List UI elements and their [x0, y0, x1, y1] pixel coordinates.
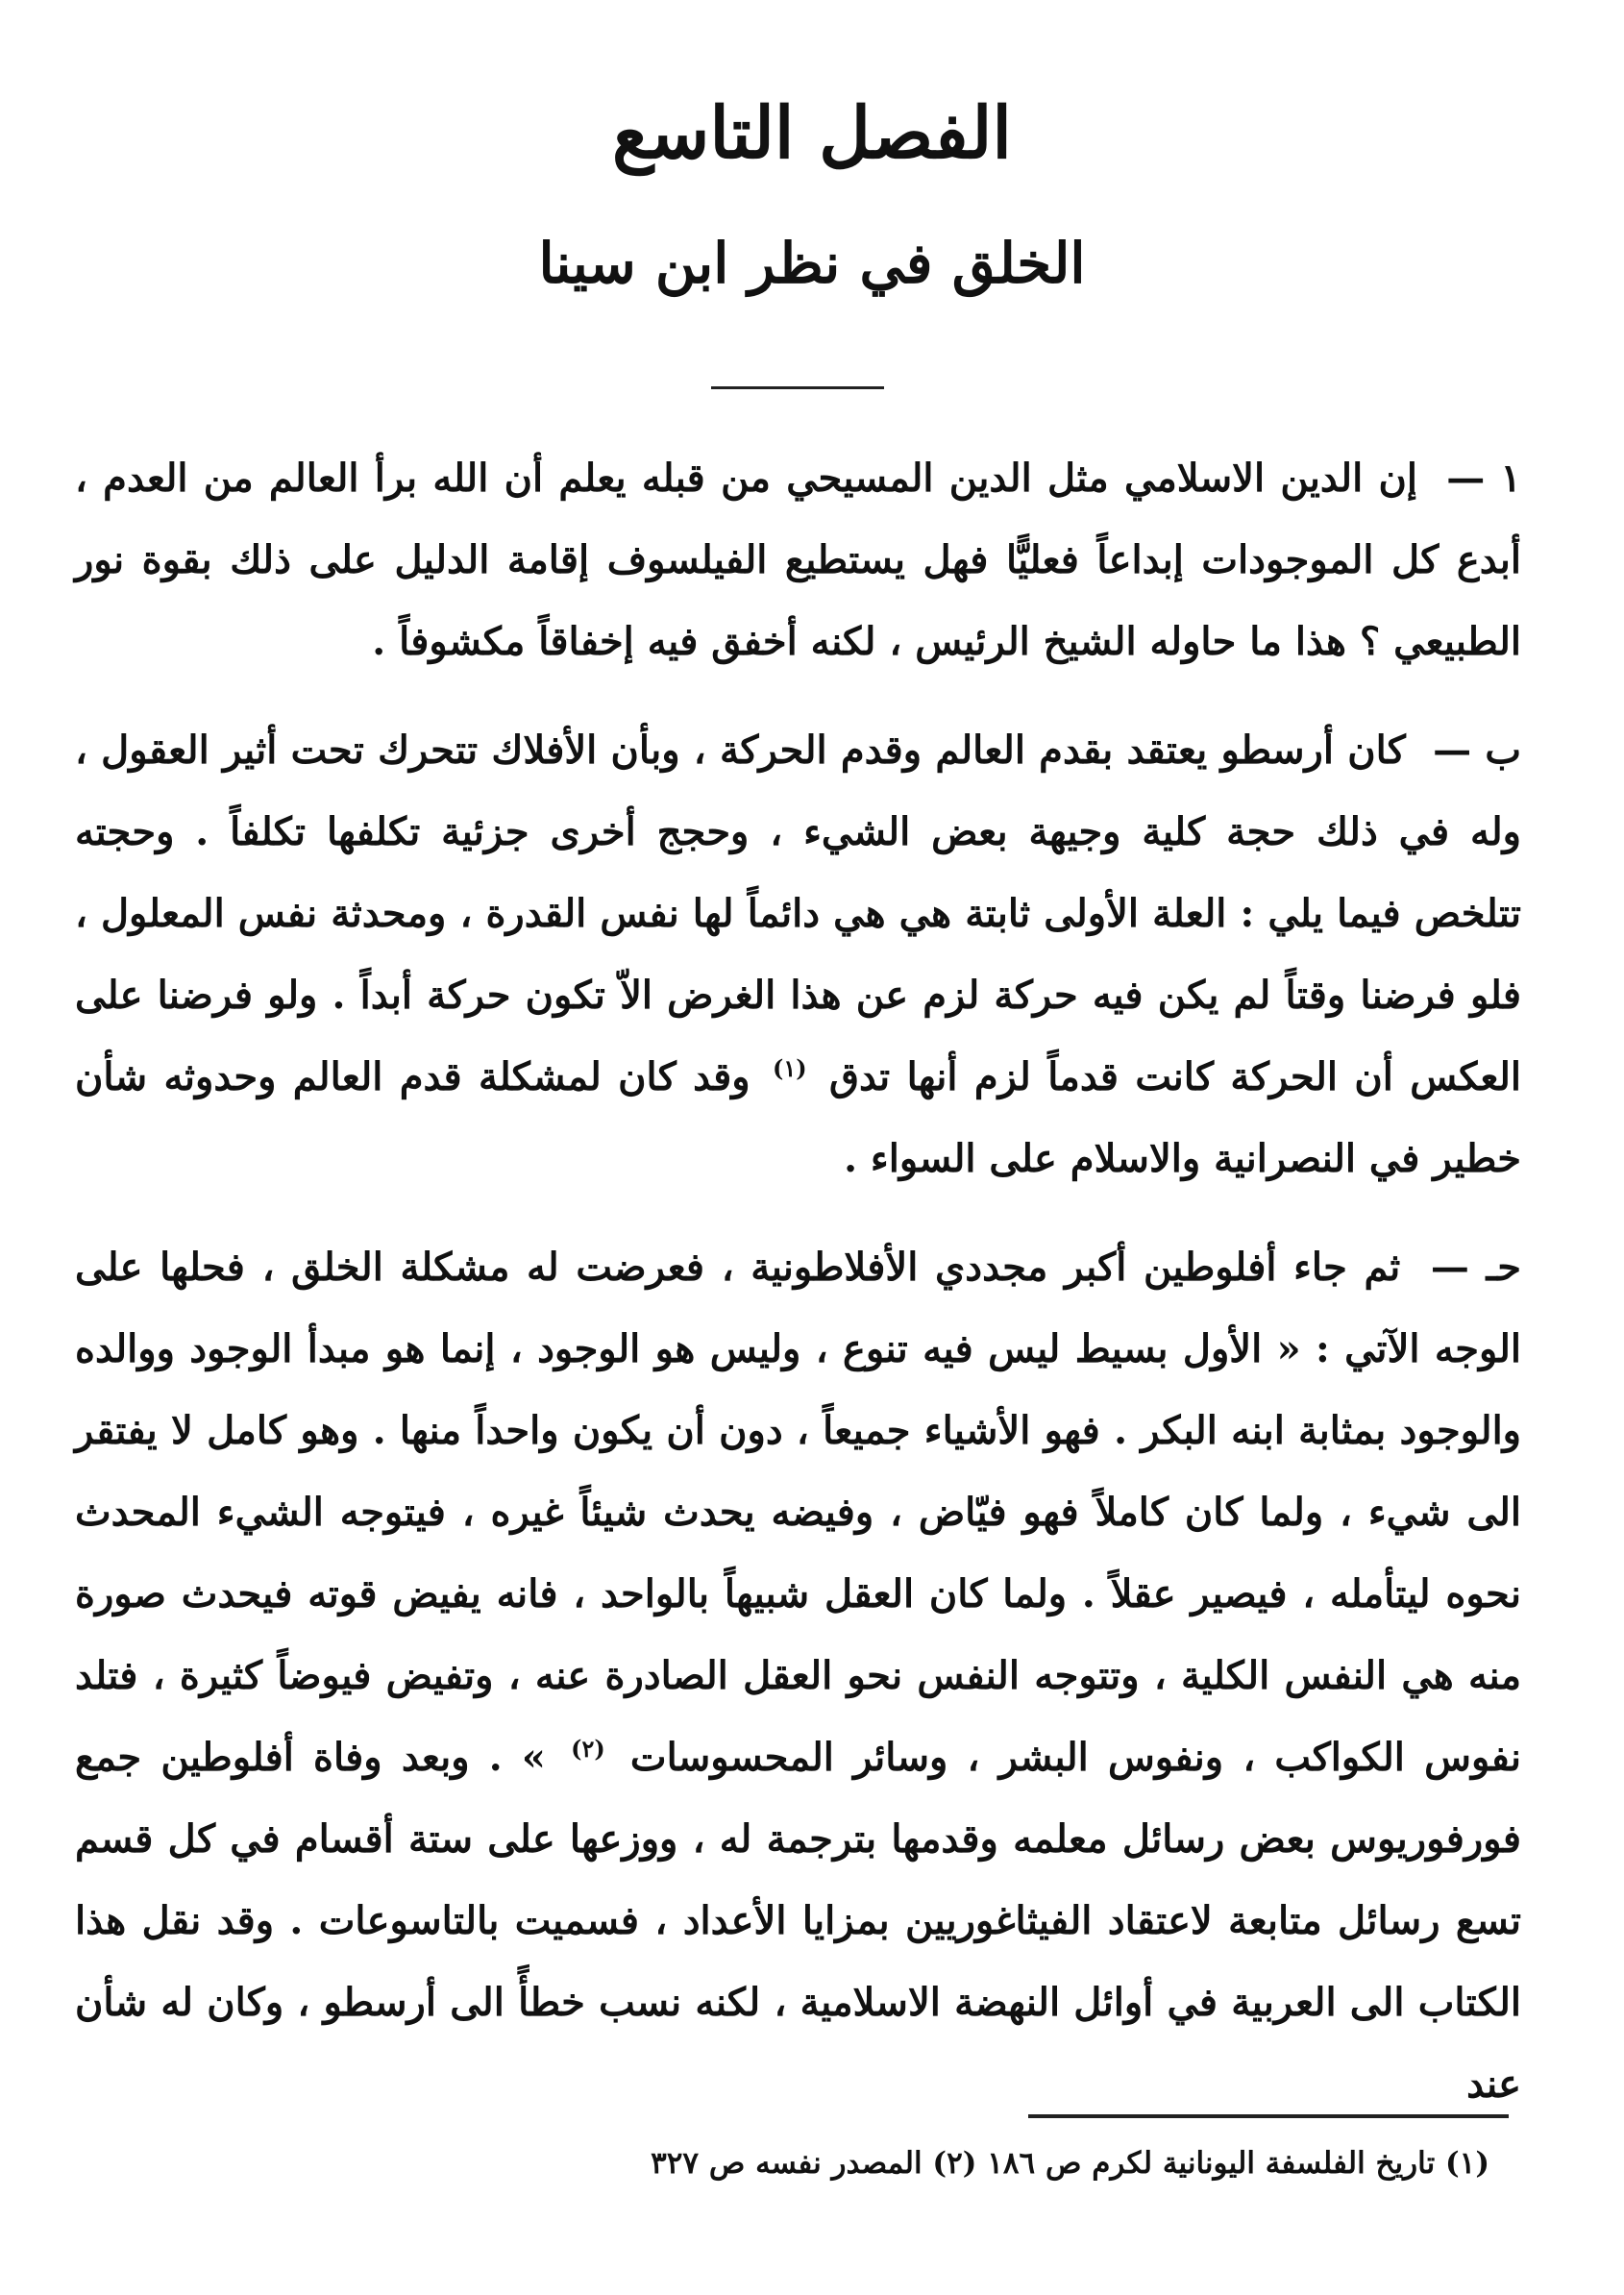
body-text — [75, 437, 1521, 2152]
footnote-divider — [1028, 2114, 1509, 2118]
paragraph-number: حـ — — [1430, 1245, 1521, 1290]
footnote-ref-2[interactable]: (٢) — [571, 1734, 605, 1763]
paragraph-number: ب — — [1433, 728, 1521, 773]
paragraph-number: ١ — — [1446, 456, 1521, 501]
chapter-title: الفصل التاسع — [612, 92, 1012, 175]
footnote-ref-1[interactable]: (١) — [773, 1053, 807, 1082]
title-divider — [711, 386, 884, 389]
footnotes: (١) تاريخ الفلسفة اليونانية لكرم ص ١٨٦ (٢) المصدر نفسه ص ٣٢٧ — [651, 2146, 1489, 2181]
paragraph-text: وقد كان لمشكلة قدم العالم وحدوثه شأن خطير في النصرانية والاسلام على السواء . — [75, 1054, 1521, 1181]
paragraph-3 — [75, 1226, 1521, 2125]
chapter-subtitle: الخلق في نظر ابن سينا — [538, 231, 1086, 296]
paragraph-1 — [75, 437, 1521, 682]
paragraph-text: » . وبعد وفاة أفلوطين جمع فورفوريوس بعض رسائل معلمه وقدمها بترجمة له ، ووزعها على ستة أقسام في كل قسم تسع رسائل متابعة لاعتقاد الفيثاغوريين بمزايا الأعداد ، فسميت بالتاسوعات . وقد نقل هذا الكتاب الى العربية في أوائل النهضة الاسلامية ، لكنه نسب خطأً الى أرسطو ، وكان له شأن عند — [75, 1735, 1521, 2107]
paragraph-text: إن الدين الاسلامي مثل الدين المسيحي من قبله يعلم أن الله برأ العالم من العدم ، أبدع كل الموجودات إبداعاً فعليًّا فهل يستطيع الفيلسوف إقامة الدليل على ذلك بقوة نور الطبيعي ؟ هذا ما حاوله الشيخ الرئيس ، لكنه أخفق فيه إخفاقاً مكشوفاً . — [75, 456, 1521, 664]
paragraph-text: كان أرسطو يعتقد بقدم العالم وقدم الحركة ، وبأن الأفلاك تتحرك تحت أثير العقول ، وله في ذلك حجة كلية وجيهة بعض الشيء ، وحجج أخرى جزئية تكلفها تكلفاً . وحجته تتلخص فيما يلي : العلة الأولى ثابتة هي هي دائماً لها نفس القدرة ، ومحدثة نفس المعلول ، فلو فرضنا وقتاً لم يكن فيه حركة لزم عن هذا الغرض الاّ تكون حركة أبداً . ولو فرضنا على العكس أن الحركة كانت قدماً لزم أنها تدق — [75, 728, 1521, 1099]
paragraph-2 — [75, 709, 1521, 1199]
paragraph-text: ثم جاء أفلوطين أكبر مجددي الأفلاطونية ، فعرضت له مشكلة الخلق ، فحلها على الوجه الآتي : « الأول بسيط ليس فيه تنوع ، وليس هو الوجود ، إنما هو مبدأ الوجود ووالده والوجود بمثابة ابنه البكر . فهو الأشياء جميعاً ، دون أن يكون واحداً منها . وهو كامل لا يفتقر الى شيء ، ولما كان كاملاً فهو فيّاض ، وفيضه يحدث شيئاً غيره ، فيتوجه الشيء المحدث نحوه ليتأمله ، فيصير عقلاً . ولما كان العقل شبيهاً بالواحد ، فانه يفيض قوته فيحدث صورة منه هي النفس الكلية ، وتتوجه النفس نحو العقل الصادرة عنه ، وتفيض فيوضاً كثيرة ، فتلد نفوس الكواكب ، ونفوس البشر ، وسائر المحسوسات — [75, 1245, 1521, 1780]
